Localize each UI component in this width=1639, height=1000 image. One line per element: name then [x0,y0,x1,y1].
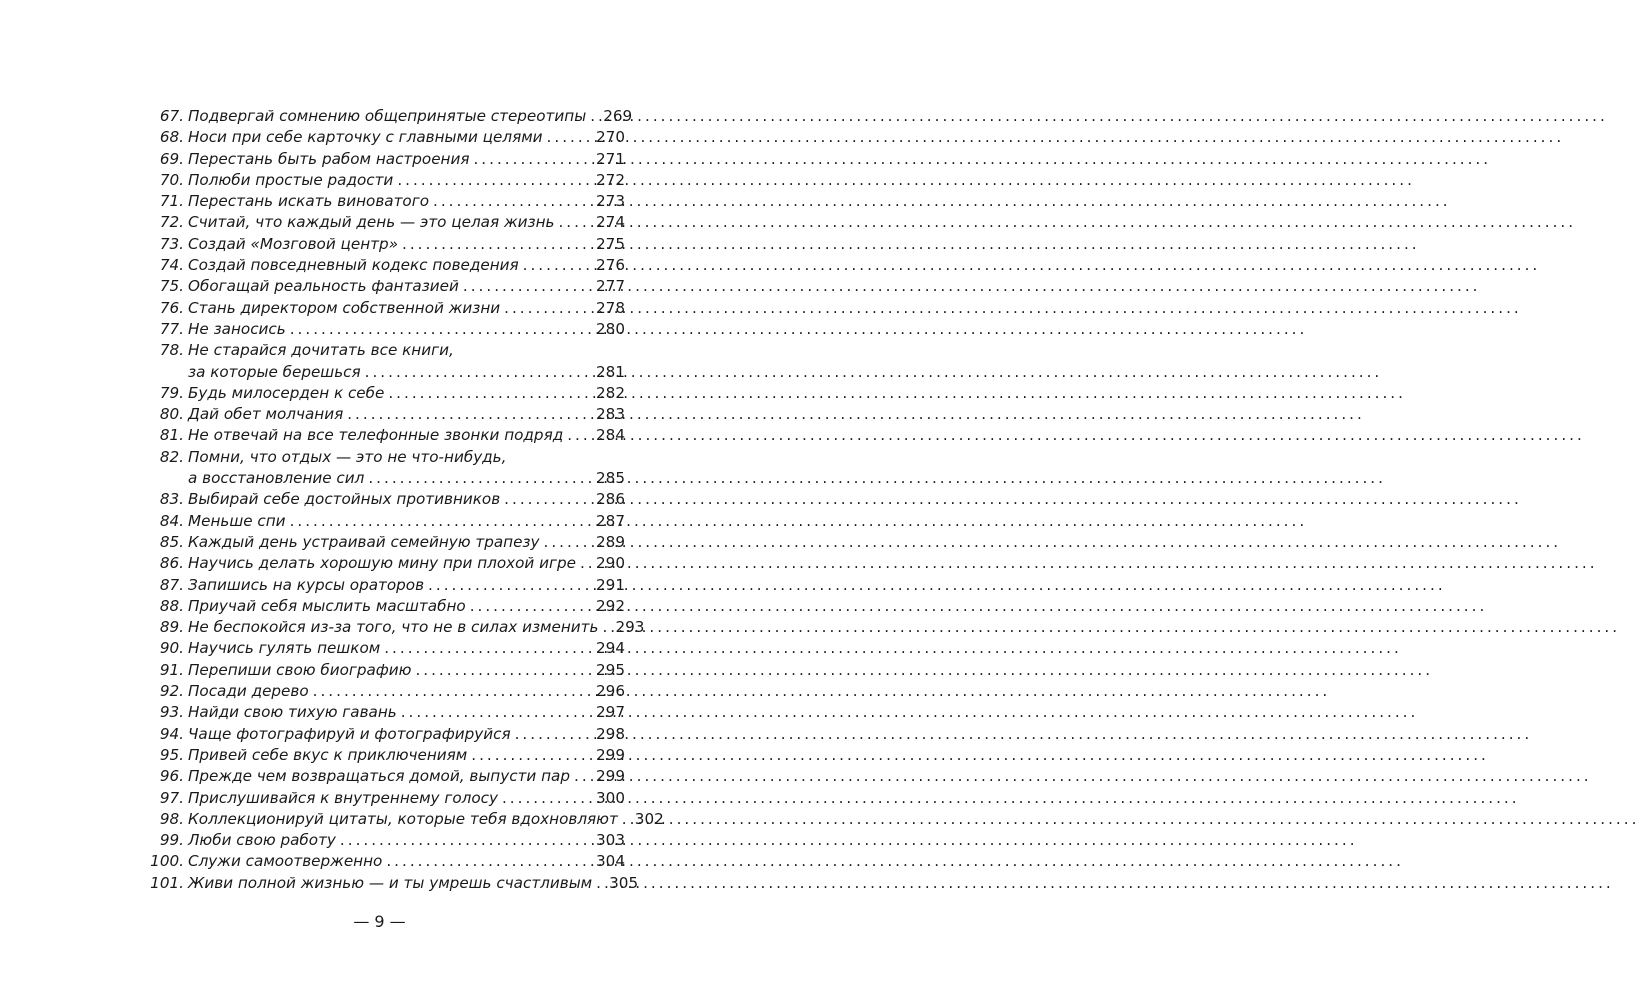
toc-entry [148,234,625,255]
toc-entry-number: 68. [159,128,184,147]
toc-entry-page: 284 [596,426,625,445]
toc-entry-page: 299 [596,745,625,764]
toc-entry-page: 291 [596,575,625,594]
toc-entry [148,149,625,170]
toc-entry-title: Подвергай сомнению общепринятые стереотипы [188,107,587,125]
toc-entry [148,298,625,319]
toc-entry-number: 74. [159,256,184,275]
toc-entry [148,809,664,830]
toc-entry-title: Чаще фотографируй и фотографируйся [188,724,511,743]
toc-entry-page: 274 [596,213,625,232]
toc-entry-number: 77. [159,319,184,338]
toc-entry-number: 87. [159,575,184,594]
toc-line [148,298,625,319]
toc-entry-title: Приучай себя мыслить масштабно [188,596,466,615]
toc-entry-title: Перепиши свою биографию [188,660,412,679]
toc-entry-title: Не заносись [188,319,286,338]
toc-entry-page: 283 [596,405,625,424]
toc-entry-number: 84. [159,511,184,530]
toc-entry-title: Дай обет молчания [188,405,344,424]
toc-entry-number: 76. [159,298,184,317]
dot-leader [428,575,593,596]
dot-leader [471,745,593,766]
toc-entry [148,724,625,745]
dot-leader [602,617,612,638]
toc-entry-number: 96. [159,767,184,786]
dot-leader [463,276,593,297]
toc-entry-number: 67. [159,107,184,125]
toc-entry-number: 91. [159,660,184,679]
toc-entry-number: 89. [159,618,184,637]
toc-line [148,234,625,255]
dot-leader [544,532,593,553]
toc-entry-title: Каждый день устраивай семейную трапезу [188,532,540,551]
toc-entry [148,788,625,809]
toc-entry-number: 94. [159,724,184,743]
dot-leader [574,766,593,787]
toc-entry [148,191,625,212]
toc-entry [148,575,625,596]
toc-entry-title: Не отвечай на все телефонные звонки подряд [188,426,564,445]
dot-leader [567,425,593,446]
toc-entry-number: 75. [159,277,184,296]
toc-entry-number: 85. [159,532,184,551]
toc-line [148,170,625,191]
toc-entry [148,447,625,490]
toc-entry [148,106,633,127]
dot-leader [386,851,593,872]
toc-line [148,404,625,425]
toc-entry-title: Помни, что отдых — это не что-нибудь, [188,447,507,466]
toc-entry-page: 273 [596,192,625,211]
toc-entry [148,404,625,425]
dot-leader [402,234,593,255]
toc-entry-page: 303 [596,831,625,850]
toc-line [148,681,625,702]
toc-line [148,191,625,212]
toc-line [148,830,625,851]
dot-leader [470,596,593,617]
toc-entry-number: 78. [159,341,184,360]
toc-entry-number: 72. [159,213,184,232]
toc-line [148,724,625,745]
toc-line [148,340,625,361]
dot-leader [313,681,593,702]
toc-line [148,553,625,574]
toc-entry-number: 82. [159,447,184,466]
toc-line [148,106,633,127]
dot-leader [415,660,593,681]
toc-entry-page: 286 [596,490,625,509]
toc-entry-page: 290 [596,554,625,573]
toc-line [148,745,625,766]
toc-entry-title: Привей себе вкус к приключениям [188,745,468,764]
toc-entry [148,212,625,233]
toc-entry-page: 285 [596,469,625,488]
toc-entry-title: Обогащай реальность фантазией [188,277,459,296]
toc-entry-number: 92. [159,682,184,701]
toc-entry-page: 278 [596,298,625,317]
toc-entry-number: 71. [159,192,184,211]
toc-entry [148,617,645,638]
toc-entry-title: Носи при себе карточку с главными целями [188,128,543,147]
toc-entry-title: Найди свою тихую гавань [188,703,397,722]
dot-leader [290,511,593,532]
toc-entry-title: Посади дерево [188,682,309,701]
toc-entry [148,596,625,617]
toc-entry-page: 300 [596,788,625,807]
toc-entry [148,383,625,404]
toc-entry-title: Создай «Мозговой центр» [188,234,399,253]
dot-leader [580,553,593,574]
toc-entry-title: Коллекционируй цитаты, которые тебя вдохновляют [188,809,618,828]
toc-line [148,596,625,617]
dot-leader [502,788,593,809]
toc-line [148,468,625,489]
dot-leader [622,809,632,830]
toc-line [148,809,664,830]
toc-entry-page: 304 [596,852,625,871]
toc-entry [148,638,625,659]
toc-line [148,127,625,148]
toc-entry-page: 296 [596,682,625,701]
toc-line [148,319,625,340]
toc-line [148,149,625,170]
dot-leader [504,489,593,510]
toc-entry-number: 69. [159,149,184,168]
toc-entry-number: 97. [159,788,184,807]
toc-entry [148,702,625,723]
toc-entry-title: Считай, что каждый день — это целая жизнь [188,213,555,232]
toc-entry-title: Будь милосерден к себе [188,383,385,402]
toc-entry-title: а восстановление сил [188,469,365,488]
toc-entry-page: 294 [596,639,625,658]
toc-line [148,255,625,276]
toc-entry-page: 289 [596,532,625,551]
toc-entry-number: 79. [159,383,184,402]
toc-entry [148,276,625,297]
toc-entry [148,553,625,574]
toc-entry [148,319,625,340]
dot-leader [596,873,606,894]
toc-line [148,383,625,404]
toc-entry [148,127,625,148]
dot-leader [547,127,593,148]
toc-entry-title: Служи самоотверженно [188,852,383,871]
dot-leader [590,106,600,127]
toc-entry-page: 277 [596,277,625,296]
toc-line [148,447,625,468]
toc-entry-page: 269 [603,107,633,125]
toc-entry-title: Живи полной жизнью — и ты умрешь счастливым [188,873,593,892]
toc-entry [148,830,625,851]
dot-leader [473,149,593,170]
dot-leader [515,724,593,745]
toc-entry-number: 100. [150,852,184,871]
toc-line [148,617,645,638]
toc-entry-title: Не беспокойся из-за того, что не в силах изменить [188,618,599,637]
dot-leader [368,468,593,489]
toc-entry-title: Перестань искать виноватого [188,192,429,211]
toc-entry-page: 298 [596,724,625,743]
toc-entry-page: 275 [596,234,625,253]
toc-line [148,425,625,446]
toc-entry-title: Научись гулять пешком [188,639,381,658]
toc-entry-page: 281 [596,362,625,381]
dot-leader [384,638,593,659]
toc-line [148,362,625,383]
toc-line [148,660,625,681]
toc-entry-number: 73. [159,234,184,253]
toc-entry [148,489,625,510]
toc-line [148,575,625,596]
toc-entry [148,873,639,894]
toc-line [148,212,625,233]
toc-line [148,702,625,723]
toc-entry-title: Меньше спи [188,511,286,530]
toc-entry-title: Создай повседневный кодекс поведения [188,256,519,275]
toc-entry-page: 295 [596,660,625,679]
dot-leader [433,191,593,212]
toc-line [148,766,625,787]
dot-leader [347,404,593,425]
toc-entry-number: 101. [150,873,184,892]
toc-line [148,788,625,809]
toc-entry-title: Научись делать хорошую мину при плохой игре [188,554,576,573]
toc-entry-title: Люби свою работу [188,831,336,850]
toc-entry [148,340,625,383]
toc-line [148,638,625,659]
toc-entry-page: 302 [634,809,664,828]
dot-leader [523,255,593,276]
toc-entry-page: 276 [596,256,625,275]
toc-entry-page: 270 [596,128,625,147]
toc-entry [148,170,625,191]
toc-line [148,489,625,510]
toc-entry [148,532,625,553]
toc-entry [148,766,625,787]
dot-leader [290,319,593,340]
toc-line [148,511,625,532]
toc-entry-title: Стань директором собственной жизни [188,298,501,317]
toc-entry-page: 280 [596,319,625,338]
toc-entry-page: 297 [596,703,625,722]
toc-entry-page: 305 [609,873,639,892]
toc-entry-number: 95. [159,745,184,764]
toc-entry-page: 287 [596,511,625,530]
toc-entry-title: за которые берешься [188,362,361,381]
toc-entry-number: 88. [159,596,184,615]
toc-entry-page: 293 [615,618,645,637]
toc-entry-number: 70. [159,170,184,189]
toc-entry-number: 81. [159,426,184,445]
toc-entry-number: 80. [159,405,184,424]
toc-entry [148,681,625,702]
toc-entry-page: 299 [596,767,625,786]
toc-line [148,873,639,894]
dot-leader [558,212,593,233]
dot-leader [365,362,593,383]
dot-leader [401,702,593,723]
dot-leader [388,383,593,404]
toc-entry-page: 282 [596,383,625,402]
toc-entry-number: 99. [159,831,184,850]
toc-entry-number: 90. [159,639,184,658]
toc-line [148,276,625,297]
toc-entry-number: 86. [159,554,184,573]
toc-entry-page: 272 [596,170,625,189]
toc-entry-title: Прислушивайся к внутреннему голосу [188,788,498,807]
toc-entry [148,851,625,872]
toc-entry-page: 271 [596,149,625,168]
page-number: — 9 — [353,912,406,931]
toc-entry [148,255,625,276]
toc-entry-number: 83. [159,490,184,509]
dot-leader [504,298,593,319]
toc-entry [148,745,625,766]
toc-entry-number: 93. [159,703,184,722]
toc-entry-number: 98. [159,809,184,828]
toc-entry [148,511,625,532]
dot-leader [397,170,593,191]
toc-entry-page: 292 [596,596,625,615]
dot-leader [340,830,593,851]
table-of-contents [0,106,759,894]
toc-entry-title: Прежде чем возвращаться домой, выпусти пар [188,767,571,786]
toc-line [148,532,625,553]
toc-entry-title: Перестань быть рабом настроения [188,149,470,168]
toc-entry-title: Полюби простые радости [188,170,394,189]
toc-line [148,851,625,872]
toc-entry-title: Не старайся дочитать все книги, [188,341,454,360]
toc-entry [148,660,625,681]
toc-entry-title: Запишись на курсы ораторов [188,575,425,594]
toc-entry [148,425,625,446]
toc-entry-title: Выбирай себе достойных противников [188,490,501,509]
